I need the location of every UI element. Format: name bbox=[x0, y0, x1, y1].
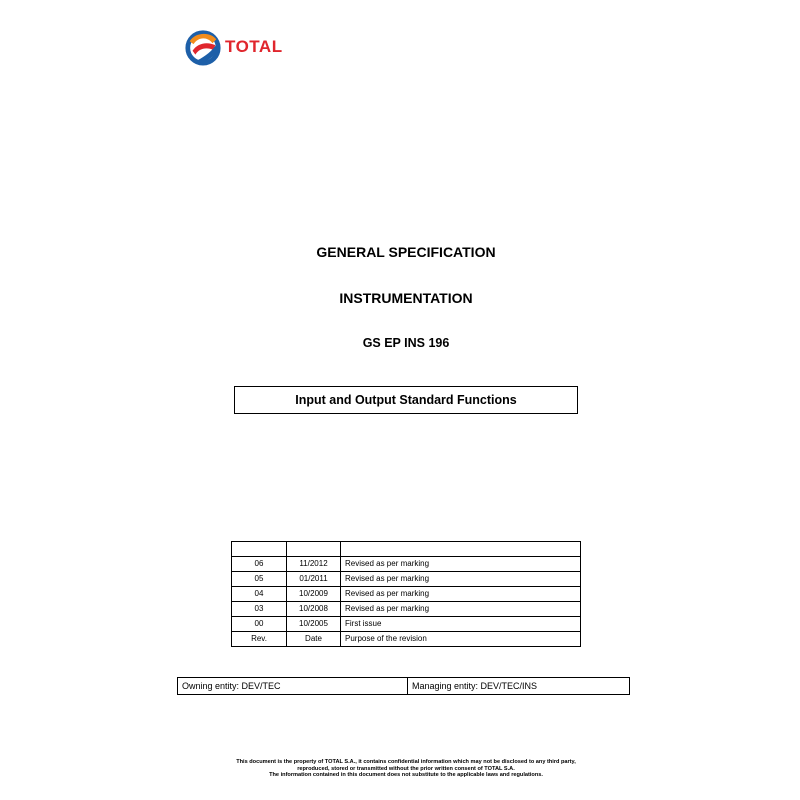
managing-entity: Managing entity: DEV/TEC/INS bbox=[412, 681, 538, 691]
revision-date: 10/2008 bbox=[287, 602, 341, 617]
revision-purpose: Revised as per marking bbox=[341, 572, 581, 587]
total-logo-icon bbox=[184, 28, 222, 66]
revision-purpose: Revised as per marking bbox=[341, 587, 581, 602]
document-type-title: GENERAL SPECIFICATION bbox=[316, 244, 496, 260]
revision-number: 05 bbox=[232, 572, 287, 587]
revision-number: 03 bbox=[232, 602, 287, 617]
table-header-row bbox=[232, 632, 581, 647]
table-row bbox=[232, 602, 581, 617]
revision-purpose: Revised as per marking bbox=[341, 557, 581, 572]
revision-date: 11/2012 bbox=[287, 557, 341, 572]
revision-number bbox=[232, 542, 287, 557]
revision-number: 04 bbox=[232, 587, 287, 602]
owning-entity: Owning entity: DEV/TEC bbox=[178, 678, 408, 694]
revision-table bbox=[231, 541, 581, 647]
footer-line: reproduced, stored or transmitted without the prior written consent of TOTAL S.A. bbox=[297, 765, 515, 772]
confidentiality-notice bbox=[0, 759, 800, 779]
header-purpose: Purpose of the revision bbox=[341, 632, 581, 647]
header-rev: Rev. bbox=[232, 632, 287, 647]
table-row bbox=[232, 617, 581, 632]
total-logo bbox=[184, 27, 283, 67]
document-reference: GS EP INS 196 bbox=[362, 336, 450, 350]
subject-box bbox=[234, 386, 578, 414]
revision-date: 01/2011 bbox=[287, 572, 341, 587]
revision-number: 06 bbox=[232, 557, 287, 572]
revision-date: 10/2009 bbox=[287, 587, 341, 602]
revision-purpose: First issue bbox=[341, 617, 581, 632]
table-row bbox=[232, 542, 581, 557]
table-row bbox=[232, 572, 581, 587]
table-row bbox=[232, 587, 581, 602]
footer-line: This document is the property of TOTAL S.A., it contains confidential information which may not be disclosed to any third party, bbox=[236, 759, 576, 765]
revision-date: 10/2005 bbox=[287, 617, 341, 632]
revision-purpose bbox=[341, 542, 581, 557]
revision-date bbox=[287, 542, 341, 557]
subject-text: Input and Output Standard Functions bbox=[295, 393, 517, 407]
logo-text: TOTAL bbox=[225, 37, 283, 56]
table-row bbox=[232, 557, 581, 572]
entity-box bbox=[177, 677, 630, 695]
revision-number: 00 bbox=[232, 617, 287, 632]
header-date: Date bbox=[287, 632, 341, 647]
revision-purpose: Revised as per marking bbox=[341, 602, 581, 617]
discipline-title: INSTRUMENTATION bbox=[339, 290, 473, 306]
footer-line: The information contained in this document does not substitute to the applicable laws and regulations. bbox=[269, 772, 543, 779]
